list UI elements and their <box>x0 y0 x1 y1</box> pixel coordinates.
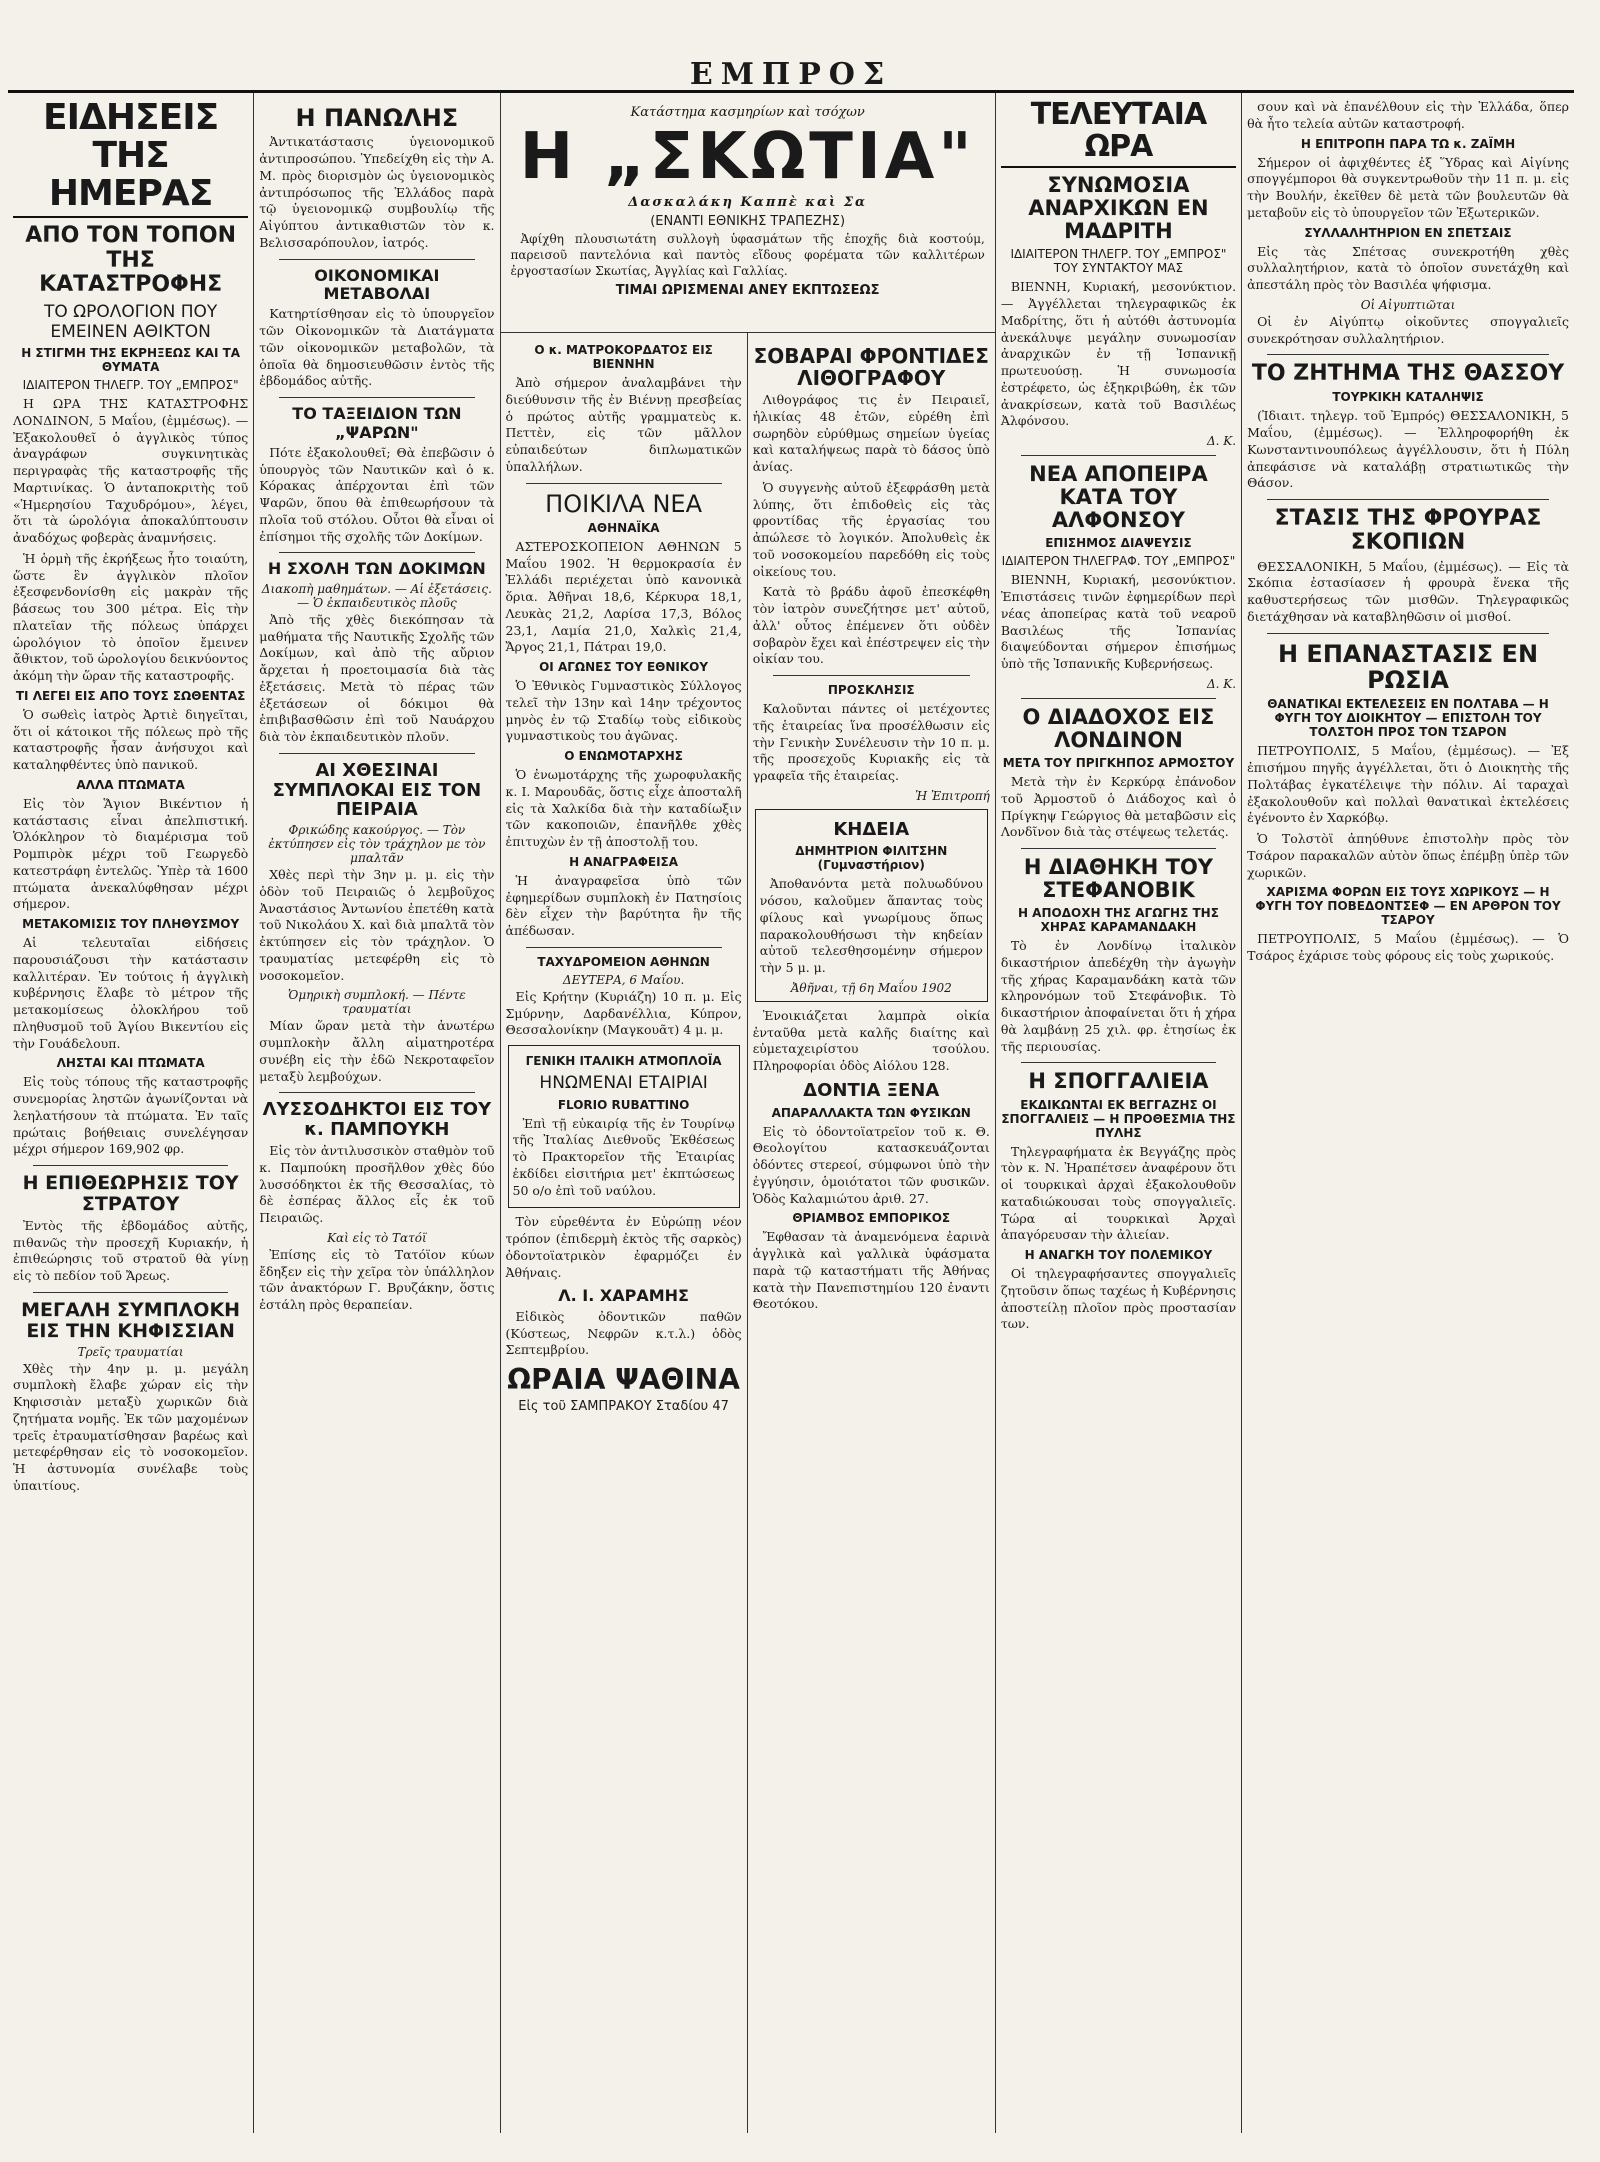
divider <box>279 552 474 553</box>
article-text: Εἰς τὸ ὀδοντοϊατρεῖον τοῦ κ. Θ. Θεολογίτου κατασκευάζονται ὀδόντες στερεοί, σύμφωνοι ὑπὸ τὴν ἐγγύησιν, ὁμοιότατοι τῶν φυσικῶν. Ὁδὸς Καλαμιώτου ἀριθ. 27. <box>752 1123 990 1206</box>
headline: ΚΗΔΕΙΑ <box>833 818 910 840</box>
article-text: (Ἰδιαιτ. τηλεγρ. τοῦ Ἐμπρός) ΘΕΣΣΑΛΟΝΙΚΗ, 5 Μαΐου, (ἐμμέσως). — Ἐλληροφορήθη ἐκ Κωνσταντινουπόλεως ἀγγέλλουσιν, ὅτι ἡ Πύλη ἀπεφάσισε νὰ καταλάβῃ στρατιωτικῶς τὴν Θάσον. <box>1247 408 1569 491</box>
column-news <box>8 93 254 2133</box>
subheadline: ΜΕΤΑΚΟΜΙΣΙΣ ΤΟΥ ΠΛΗΘΥΣΜΟΥ <box>22 917 240 932</box>
article-text: Εἰδικὸς ὀδοντικῶν παθῶν (Κύστεως, Νεφρῶν κ.τ.λ.) ὁδὸς Σεπτεμβρίου. <box>505 1308 742 1358</box>
article-text: Ἡ ὁρμὴ τῆς ἐκρήξεως ἦτο τοιαύτη, ὥστε ἓν ἀγγλικὸν πλοῖον ἐξεσφενδονίσθη εἰς μακρὰν τῆς βάσεως του 300 μέτρα. Εἰς τὴν πλατεῖαν τῆς πόλεως ὑπάρχει ὡρολόγιον τὸ ὁποῖον ἔμεινεν ἄθικτον, τοῦ ὡρολογίου δεικνύοντος ἀκόμη τὴν ὥραν τῆς καταστροφῆς. <box>13 550 249 684</box>
subheadline: ΘΑΝΑΤΙΚΑΙ ΕΚΤΕΛΕΣΕΙΣ ΕΝ ΠΟΛΤΑΒΑ — Η ΦΥΓΗ ΤΟΥ ΔΙΟΙΚΗΤΟΥ — ΕΠΙΣΤΟΛΗ ΤΟΥ ΤΟΛΣΤΟΗ ΠΡΟΣ ΤΟΝ ΤΣΑΡΟΝ <box>1267 697 1549 740</box>
headline: Η ΕΠΑΝΑΣΤΑΣΙΣ ΕΝ ΡΩΣΙΑ <box>1277 639 1539 694</box>
article-text: ΠΕΤΡΟΥΠΟΛΙΣ, 5 Μαΐου (ἐμμέσως). — Ὁ Τσάρος ἐχάρισε τοὺς φόρους εἰς τοὺς χωρικούς. <box>1247 931 1569 964</box>
ad-title: Η „ΣΚΩΤΙΑ" <box>519 120 976 194</box>
article-text: Η ΩΡΑ ΤΗΣ ΚΑΤΑΣΤΡΟΦΗΣ ΛΟΝΔΙΝΟΝ, 5 Μαΐου, (ἐμμέσως). — Ἐξακολουθεῖ ὁ ἀγγλικὸς τύπος ἀναγράφων συγκινητικὰς περιγραφὰς τῆς καταστροφῆς τῆς Μαρτινίκας. Ὁ ἀνταποκριτὴς τοῦ «Ἡμερησίου Ταχυδρόμου», λέγει, ὅτι τὰ ὡρολόγια ἀποκαλύπτουσιν ἀναδόχως φοβερὰς ἀναμνήσεις. <box>13 396 249 546</box>
subheadline: Τρεῖς τραυματίαι <box>77 1344 184 1359</box>
ad-body: Ἀφίχθη πλουσιωτάτη συλλογὴ ὑφασμάτων τῆς ἐποχῆς διὰ κοστούμ, παρεισοῦ παντελόνια καὶ παντὸς εἴδους φορέματα τῶν καλλιτέρων ἐργοστασίων Σκωτίας, Ἀγγλίας καὶ Γαλλίας. <box>510 232 985 279</box>
headline: Η ΠΑΝΩΛΗΣ <box>295 104 459 132</box>
article-text: Ἐνοικιάζεται λαμπρὰ οἰκία ἐνταῦθα μετὰ καλῆς διαίτης καὶ εὐμεταχειρίστου τσούλου. Πληροφορίαι ὁδὸς Αἰόλου 128. <box>752 1007 990 1074</box>
article-text: Μίαν ὥραν μετὰ τὴν ἀνωτέρω συμπλοκὴν ἄλλη αἱματηροτέρα συνέβη εἰς τὴν ἐδῶ Νεκροταφεῖον μεταξὺ λεμβούχων. <box>259 1018 495 1084</box>
divider <box>526 947 722 948</box>
article-text: Χθὲς περὶ τὴν 3ην μ. μ. εἰς τὴν ὁδὸν τοῦ Πειραιῶς ὁ λεμβοῦχος Ἀναστάσιος Ἀντωνίου ἐπετέθη κατὰ τοῦ Νικολάου Χ. καὶ διὰ μπαλτᾶ τὸν ἐκτύπησεν εἰς τὸν τράχηλον. Ὁ τραυματίας μετεφέρθη εἰς τὸ νοσοκομεῖον. <box>259 867 495 983</box>
advertisement-shipping <box>508 1045 740 1208</box>
headline: Η ΕΠΙΤΡΟΠΗ ΠΑΡΑ ΤΩ κ. ΖΑΪΜΗ <box>1300 136 1516 151</box>
divider <box>279 259 474 260</box>
headline: Η ΣΠΟΓΓΑΛΙΕΙΑ <box>1028 1069 1209 1094</box>
article-text: Αἱ τελευταῖαι εἰδήσεις παρουσιάζουσι τὴν κατάστασιν καλλιτέραν. Ἐν τούτοις ἡ ἀγγλικὴ κυβέρνησις ἔλαβε τὸ μέτρον τῆς μετακομίσεως ὁλοκλήρου τοῦ πληθυσμοῦ τοῦ Ἁγίου Βικεντίου εἰς τὴν Γουάδελουπ. <box>13 935 249 1051</box>
article-text: Εἰς Κρήτην (Κυριάζη) 10 π. μ. Εἰς Σμύρνην, Δαρδανέλλια, Κύπρον, Θεσσαλονίκην (Μαγκουᾶτ) 4 μ. μ. <box>505 988 742 1038</box>
article-text: Ἀποθανόντα μετὰ πολυωδύνου νόσου, καλοῦμεν ἅπαντας τοὺς φίλους καὶ γνωρίμους ὅπως παρακολουθήσωσι τὴν κηδείαν αὐτοῦ τελεσθησομένην σήμερον τὴν 5 μ. μ. <box>759 876 983 976</box>
subheadline: ΔΗΜΗΤΡΙΟΝ ΦΙΛΙΤΣΗΝ (Γυμναστήριον) <box>795 844 948 873</box>
headline: Η ΔΙΑΘΗΚΗ ΤΟΥ ΣΤΕΦΑΝΟΒΙΚ <box>1023 855 1214 903</box>
subheadline: ΛΗΣΤΑΙ ΚΑΙ ΠΤΩΜΑΤΑ <box>56 1056 205 1071</box>
headline: ΔΟΝΤΙΑ ΞΕΝΑ <box>803 1079 940 1101</box>
subheadline: ΕΚΔΙΚΩΝΤΑΙ ΕΚ ΒΕΓΓΑΖΗΣ ΟΙ ΣΠΟΓΓΑΛΙΕΙΣ — Η ΠΡΟΘΕΣΜΙΑ ΤΗΣ ΠΥΛΗΣ <box>1001 1097 1236 1140</box>
article-text: Λιθογράφος τις ἐν Πειραιεῖ, ἡλικίας 48 ἐτῶν, εὑρέθη ἐπὶ σωρηδὸν εὐρύθμως σημείων ὑγείας καὶ καταλήψεως παρὰ τὸ δάσος ὑπὸ ἀνίας. <box>752 392 990 474</box>
ad-name: Λ. Ι. ΧΑΡΑΜΗΣ <box>558 1286 689 1306</box>
headline: Η ΕΠΙΘΕΩΡΗΣΙΣ ΤΟΥ ΣΤΡΑΤΟΥ <box>22 1172 239 1215</box>
ad-kicker: Κατάστημα κασμηρίων καὶ τσόχων <box>630 105 865 120</box>
headline: Ο ΔΙΑΔΟΧΟΣ ΕΙΣ ΛΟΝΔΙΝΟΝ <box>1022 704 1215 752</box>
columns <box>8 93 1574 2133</box>
headline: ΤΟ ΤΑΞΕΙΔΙΟΝ ΤΩΝ „ΨΑΡΩΝ" <box>292 404 462 442</box>
banner-headline: ΕΙΔΗΣΕΙΣ ΤΗΣ ΗΜΕΡΑΣ <box>13 99 248 218</box>
article-text: Τηλεγραφήματα ἐκ Βεγγάζης πρὸς τὸν κ. Ν. Ἠραπέτσεν ἀναφέρουν ὅτι οἱ τουρκικαὶ ἀρχαὶ ἐξακολουθοῦν καταδιώκουσαι τοὺς σπογγαλιεῖς. Τώρα αἱ τουρκικαὶ Ἀρχαὶ ἀπαγόρευσαν τὴν ἀλιείαν. <box>1000 1143 1237 1243</box>
article-text: Τὸ ἐν Λονδίνῳ ἰταλικὸν δικαστήριον ἀπεδέχθη τὴν ἀγωγὴν τῆς χήρας Καραμανδάκη κατὰ τῶν κληρονόμων τοῦ Στεφάνοβικ. Τὸ δικαστήριον ἀποφαίνεται ὅτι ἡ χήρα θὰ λαμβάνῃ 25 χιλ. φρ. ἐτησίως ἐκ τῆς περιουσίας. <box>1000 938 1237 1054</box>
headline: ΑΠΟ ΤΟΝ ΤΟΠΟΝ ΤΗΣ ΚΑΤΑΣΤΡΟΦΗΣ <box>25 223 237 297</box>
advertisement-skotia <box>501 93 995 333</box>
funeral-notice <box>755 809 988 1002</box>
headline: Ο κ. ΜΑΤΡΟΚΟΡΔΑΤΟΣ ΕΙΣ ΒΙΕΝΝΗΝ <box>534 343 713 371</box>
headline: ΠΡΟΣΚΛΗΣΙΣ <box>827 683 915 697</box>
subheadline: ΑΘΗΝΑΪΚΑ <box>587 520 660 535</box>
article-text: ΠΕΤΡΟΥΠΟΛΙΣ, 5 Μαΐου, (ἐμμέσως). — Ἐξ ἐπισήμου πηγῆς ἀγγέλλεται, ὅτι ὁ Διοικητὴς τῆς Πολτάβας ἐγκατέλειψε τὴν πόλιν. Αἱ ταραχαὶ ἐξακολουθοῦν καὶ πολλαὶ θανατικαὶ ἐκτελέσεις ἐγένοντο ἐν Χαρκόβῳ. <box>1247 743 1569 826</box>
signature: Δ. Κ. <box>1206 676 1237 691</box>
article-text: Ἀντικατάστασις ὑγειονομικοῦ ἀντιπροσώπου. Ὑπεδείχθη εἰς τὴν Α. Μ. πρὸς διορισμὸν ὡς ὑγειονομικὸς ἀντιπρόσωπος τῆς Ἑλλάδος παρὰ τῷ ὑγειονομικῷ συμβουλίῳ τῆς Αἰγύπτου ἀντικαθιστῶν τὸν κ. Βελισσαρόπουλον, ἰατρός. <box>259 134 495 250</box>
headline: ΟΙ ΑΓΩΝΕΣ ΤΟΥ ΕΘΝΙΚΟΥ <box>539 660 709 675</box>
article-text: Ἀπὸ σήμερον ἀναλαμβάνει τὴν διεύθυνσιν τῆς ἐν Βιέννῃ πρεσβείας ὁ πρώτος αὐτῆς γραμματεὺς κ. Πεττὲν, εἰς τῶν μᾶλλον εὐπαιδεύτων διπλωματικῶν ὑπαλλήλων. <box>505 375 742 474</box>
article-text: ΑΣΤΕΡΟΣΚΟΠΕΙΟΝ ΑΘΗΝΩΝ 5 Μαΐου 1902. Ἡ θερμοκρασία ἐν Ἑλλάδι περιέχεται ὑπὸ κανονικὰ ὅρια. Ἀθῆναι 18,6, Κέρκυρα 18,1, Λευκὰς 21,2, Λαρίσα 17,3, Βόλος 23,1, Λαμία 21,0, Χαλκὶς 21,4, Ἄργος 21,1, Πάτραι 19,0. <box>505 538 742 655</box>
column-center <box>501 93 996 2133</box>
column-last-hour <box>996 93 1242 2133</box>
headline: ΣΥΝΩΜΟΣΙΑ ΑΝΑΡΧΙΚΩΝ ΕΝ ΜΑΔΡΙΤΗ <box>1028 173 1209 244</box>
article-text: Οἱ ἐν Αἰγύπτῳ οἰκοῦντες σπογγαλιεῖς συνεκρότησαν συλλαλητήριον. <box>1247 313 1569 346</box>
headline: ΧΑΡΙΣΜΑ ΦΟΡΩΝ ΕΙΣ ΤΟΥΣ ΧΩΡΙΚΟΥΣ — Η ΦΥΓΗ ΤΟΥ ΠΟΒΕΔΟΝΤΣΕΦ — ΕΝ ΑΡΘΡΟΝ ΤΟΥ ΤΣΑΡΟΥ <box>1255 885 1561 928</box>
source-line: ΙΔΙΑΙΤΕΡΟΝ ΤΗΛΕΓΡΑΦ. ΤΟΥ „ΕΜΠΡΟΣ" <box>1001 554 1236 569</box>
headline: ΛΥΣΣΟΔΗΚΤΟΙ ΕΙΣ ΤΟΥ κ. ΠΑΜΠΟΥΚΗ <box>262 1099 492 1141</box>
divider <box>1267 499 1549 500</box>
article-text: ΒΙΕΝΝΗ, Κυριακή, μεσονύκτιον. — Ἀγγέλλεται τηλεγραφικῶς ἐκ Μαδρίτης, ὅτι ἡ αὐτόθι ἀστυνομία ἀνεκάλυψε μεγάλην συνωμοσίαν ἀναρχικῶν ἐν τῇ Ἰσπανικῇ πρωτευούσῃ. Ἡ συνωμοσία ἐστρέφετο, ὡς ἐξηκριβώθη, ἐκ τῶν ἀνακρίσεων, κατὰ τοῦ Βασιλέως Ἀλφόνσου. <box>1000 279 1237 429</box>
divider <box>1021 1062 1216 1063</box>
article-text: Σήμερον οἱ ἀφιχθέντες ἐξ Ὕδρας καὶ Αἰγίνης σπογγέμποροι θὰ συγκεντρωθοῦν τὴν 11 π. μ. εἰς τὴν Βουλήν, ἐκεῖθεν δὲ μετὰ τῶν βουλευτῶν θὰ μεταβοῦν εἰς τὸ ὑπουργεῖον τῶν Ἐξωτερικῶν. <box>1247 154 1569 220</box>
ad-company: FLORIO RUBATTINO <box>557 1097 690 1112</box>
subheadline: ΑΠΑΡΑΛΛΑΚΤΑ ΤΩΝ ΦΥΣΙΚΩΝ <box>771 1105 971 1120</box>
headline: ΜΕΓΑΛΗ ΣΥΜΠΛΟΚΗ ΕΙΣ ΤΗΝ ΚΗΦΙΣΣΙΑΝ <box>21 1298 241 1342</box>
subheadline: Καὶ εἰς τὸ Τατόϊ <box>327 1230 427 1245</box>
source-line: ΙΔΙΑΙΤΕΡΟΝ ΤΗΛΕΓΡ. ΤΟΥ „ΕΜΠΡΟΣ" ΤΟΥ ΣΥΝΤΑΚΤΟΥ ΜΑΣ <box>1010 247 1227 276</box>
article-text: σουν καὶ νὰ ἐπανέλθουν εἰς τὴν Ἑλλάδα, ὅπερ θὰ ἦτο τελεία αὐτῶν καταστροφή. <box>1247 99 1569 131</box>
subheadline: ΑΛΛΑ ΠΤΩΜΑΤΑ <box>76 777 185 792</box>
article-text: Καλοῦνται πάντες οἱ μετέχοντες τῆς ἑταιρείας ἵνα προσέλθωσιν εἰς τὴν Γενικὴν Συνέλευσιν τὴν 10 π. μ. τῆς προσεχοῦς Κυριακῆς εἰς τὰ γραφεῖα τῆς ἑταιρείας. <box>752 701 990 783</box>
divider <box>526 483 722 484</box>
subheadline: ΔΕΥΤΕΡΑ, 6 Μαΐου. <box>562 972 685 987</box>
subheadline: Οἱ Αἰγυπτιῶται <box>1360 297 1456 312</box>
article-text: Ὁ σωθεὶς ἰατρὸς Ἀρτιὲ διηγεῖται, ὅτι οἱ κάτοικοι τῆς πόλεως πρὸ τῆς καταστροφῆς ἦσαν ἀνήσυχοι καὶ καταληφθέντες ὑπὸ πανικοῦ. <box>13 706 249 773</box>
article-text: Ἀπὸ τῆς χθὲς διεκόπησαν τὰ μαθήματα τῆς Ναυτικῆς Σχολῆς τῶν Δοκίμων, καὶ ἀπὸ τῆς αὔριον ἄρχεται ἡ προετοιμασία διὰ τὰς ἐξετάσεις. Μετὰ τὸ πέρας τῶν ἐξετάσεων οἱ δόκιμοι θὰ ἐπιβιβασθῶσιν ἐπὶ τοῦ Ναυάρχου διὰ τὸν ἐκπαιδευτικὸν πλοῦν. <box>259 611 495 745</box>
masthead: ΕΜΠΡΟΣ <box>8 20 1574 93</box>
article-text: Ὁ Τολστὸϊ ἀπηύθυνε ἐπιστολὴν πρὸς τὸν Τσάρον παρακαλῶν αὐτὸν ὅπως ἐπέμβῃ ὑπὲρ τῶν χωρικῶν. <box>1247 831 1569 880</box>
headline: ΘΡΙΑΜΒΟΣ ΕΜΠΟΡΙΚΟΣ <box>792 1211 951 1226</box>
article-text: Εἰς τὰς Σπέτσας συνεκροτήθη χθὲς συλλαλητήριον, κατὰ τὸ ὁποῖον συνετάχθη καὶ ἀπεστάλη πρὸς τὸν Βασιλέα ψήφισμα. <box>1247 243 1569 292</box>
column-foreign <box>1242 93 1574 2133</box>
article-text: Ἐπίσης εἰς τὸ Τατόϊον κύων ἔδηξεν εἰς τὴν χεῖρα τὸν ὑπάλληλον τῶν ἀνακτόρων Γ. Βρυζάκην, ὅστις ἐστάλη πρὸς θεραπείαν. <box>259 1246 495 1313</box>
ad-headline: ΩΡΑΙΑ ΨΑΘΙΝΑ <box>507 1363 740 1397</box>
divider <box>33 1292 228 1293</box>
divider <box>1021 455 1216 456</box>
ad-address: (ΕΝΑΝΤΙ ΕΘΝΙΚΗΣ ΤΡΑΠΕΖΗΣ) <box>650 214 846 230</box>
article-text: Εἰς τοὺς τόπους τῆς καταστροφῆς συνεμορίας ληστῶν ἀγωνίζονται νὰ λεηλατήσουν τὰ πτώματα. Ἐν ταῖς πρώταις βοήθειαις συνελέγησαν μέχρι σήμερον 169,902 φρ. <box>13 1074 249 1157</box>
banner-headline: ΤΕΛΕΥΤΑΙΑ ΩΡΑ <box>1001 99 1236 168</box>
signature: Δ. Κ. <box>1206 434 1237 449</box>
center-subcolumns <box>501 333 995 2133</box>
divider <box>279 397 474 398</box>
article-text: Ἐντὸς τῆς ἑβδομάδος αὐτῆς, πιθανῶς τὴν προσεχῆ Κυριακήν, ἡ ἐπιθεώρησις τοῦ στρατοῦ θὰ γίνῃ εἰς τὸ πεδίον τοῦ Ἄρεως. <box>13 1217 249 1284</box>
subheadline: ΕΠΙΣΗΜΟΣ ΔΙΑΨΕΥΣΙΣ <box>1045 536 1192 551</box>
divider <box>1021 698 1216 699</box>
article-text: Εἰς τὸν Ἅγιον Βικέντιον ἡ κατάστασις εἶναι ἀπελπιστική. Ὁλόκληρον τὸ διαμέρισμα τοῦ Ρομπιρὸκ μέχρι τοῦ Γεωργεδὸ κατεστράφη ἐντελῶς. Ὑπὲρ τὰ 1600 πτώματα ἀνεκαλύφθησαν μέχρι σήμερον. <box>13 795 249 912</box>
ad-text: Ἐπὶ τῇ εὐκαιρίᾳ τῆς ἐν Τουρίνῳ τῆς Ἰταλίας Διεθνοῦς Ἐκθέσεως τὸ Πρακτορεῖον τῆς Ἑταιρίας ἐκδίδει εἰσιτήρια μετ' ἐκπτώσεως 50 ο/ο ἐπὶ τοῦ ναύλου. <box>512 1115 735 1198</box>
article-text: Κατηρτίσθησαν εἰς τὸ ὑπουργεῖον τῶν Οἰκονομικῶν τὰ Διατάγματα τῶν οἰκονομικῶν μεταβολῶν, τὰ ὁποῖα θὰ δημοσιευθῶσιν ἐντὸς τῆς ἑβδομάδος αὐτῆς. <box>259 306 495 389</box>
divider <box>1267 633 1549 634</box>
headline: ΤΟ ΖΗΤΗΜΑ ΤΗΣ ΘΑΣΣΟΥ <box>1251 361 1565 387</box>
ad-prices: ΤΙΜΑΙ ΩΡΙΣΜΕΝΑΙ ΑΝΕΥ ΕΚΠΤΩΣΕΩΣ <box>615 283 880 299</box>
subheadline: Η ΑΠΟΔΟΧΗ ΤΗΣ ΑΓΩΓΗΣ ΤΗΣ ΧΗΡΑΣ ΚΑΡΑΜΑΝΔΑΚΗ <box>1017 906 1219 935</box>
headline: Η ΑΝΑΓΡΑΦΕΙΣΑ <box>569 854 679 869</box>
subheadline: ΤΟΥΡΚΙΚΗ ΚΑΤΑΛΗΨΙΣ <box>1332 390 1484 405</box>
headline: ΝΕΑ ΑΠΟΠΕΙΡΑ ΚΑΤΑ ΤΟΥ ΑΛΦΟΝΣΟΥ <box>1029 462 1208 533</box>
article-text: Οἱ τηλεγραφήσαντες σπογγαλιεῖς ζητοῦσιν ὅπως ταχέως ἡ Κυβέρνησις ἀποστείλῃ πλοῖον πρὸς προστασίαν των. <box>1000 1266 1237 1332</box>
divider <box>279 1092 474 1093</box>
headline: ΤΑΧΥΔΡΟΜΕΙΟΝ ΑΘΗΝΩΝ <box>537 954 710 969</box>
article-text: Ἡ ἀναγραφεῖσα ὑπὸ τῶν ἐφημερίδων συμπλοκὴ ἐν Πατησίοις δὲν εἶχεν τὴν βαρύτητα ἣν τῆς ἀπέδωσαν. <box>505 872 742 939</box>
divider <box>33 1165 228 1166</box>
divider <box>773 675 970 676</box>
subheadline: Φρικώδης κακούργος. — Τὸν ἐκτύπησεν εἰς τὸν τράχηλον με τὸν μπαλτᾶν <box>268 823 486 866</box>
subheadline: ΜΕΤΑ ΤΟΥ ΠΡΙΓΚΗΠΟΣ ΑΡΜΟΣΤΟΥ <box>1002 756 1235 770</box>
article-text: Ὁ συγγενὴς αὐτοῦ ἐξεφράσθη μετὰ λύπης, ὅτι ἐπιδοθεὶς εἰς τὰς φροντίδας τῆς ἐργασίας του ἀπώλεσε τὸ λογικόν. Ἀπολυθεὶς ἐκ τοῦ νοσοκομείου παρεδόθη εἰς τοὺς οἰκείους του. <box>752 479 990 579</box>
column-notices <box>748 333 995 2133</box>
source-line: ΙΔΙΑΙΤΕΡΟΝ ΤΗΛΕΓΡ. ΤΟΥ „ΕΜΠΡΟΣ" <box>22 378 239 393</box>
divider <box>1021 848 1216 849</box>
subheadline: ΣΥΛΛΑΛΗΤΗΡΙΟΝ ΕΝ ΣΠΕΤΣΑΙΣ <box>1304 225 1512 240</box>
column-varia <box>501 333 748 2133</box>
headline: ΣΤΑΣΙΣ ΤΗΣ ΦΡΟΥΡΑΣ ΣΚΟΠΙΩΝ <box>1274 506 1542 556</box>
signature: Ἀθῆναι, τῇ 6η Μαΐου 1902 <box>790 980 952 995</box>
headline: ΣΟΒΑΡΑΙ ΦΡΟΝΤΙΔΕΣ ΛΙΘΟΓΡΑΦΟΥ <box>753 344 989 390</box>
headline: Η ΣΧΟΛΗ ΤΩΝ ΔΟΚΙΜΩΝ <box>267 559 486 579</box>
headline: ΠΟΙΚΙΛΑ ΝΕΑ <box>545 489 703 518</box>
headline: ΤΟ ΩΡΟΛΟΓΙΟΝ ΠΟΥ ΕΜΕΙΝΕΝ ΑΘΙΚΤΟΝ <box>43 301 218 342</box>
article-text: Εἰς τὸν ἀντιλυσσικὸν σταθμὸν τοῦ κ. Παμπούκη προσῆλθον χθὲς δύο λυσσόδηκτοι ἐκ τῆς Θεσσαλίας, τὸ δὲ ἐσπέρας ἄλλος εἷς ἐκ τοῦ Πειραιῶς. <box>259 1143 495 1226</box>
article-text: Πότε ἐξακολουθεῖ; Θὰ ἐπεβῶσιν ὁ ὑπουργὸς τῶν Ναυτικῶν καὶ ὁ κ. Κόρακας ἀπέρχονται ἐπὶ τῶν Ψαρῶν, ὅπου θὰ ἐπιθεωρήσουν τὰ πλοῖα τοῦ στόλου. Οὗτοι θὰ εἶναι οἱ ἐπίσημοι τῆς σχολῆς τῶν Δοκίμων. <box>259 444 495 544</box>
ad-headline: ΗΝΩΜΕΝΑΙ ΕΤΑΙΡΙΑΙ <box>539 1073 708 1094</box>
article-text: Χθὲς τὴν 4ην μ. μ. μεγάλη συμπλοκὴ ἔλαβε χώραν εἰς τὴν Κηφισσιὰν μεταξὺ χωρικῶν διὰ ζητήματα νομῆς. Ἐκ τῶν μαχομένων τρεῖς ἐτραυματίσθησαν βαρέως καὶ μετεφέρθησαν εἰς τὸ νοσοκομεῖον. Ἡ ἀστυνομία συνέλαβε τοὺς ὑπαιτίους. <box>13 1360 249 1493</box>
divider <box>279 753 474 754</box>
ad-headline: ΓΕΝΙΚΗ ΙΤΑΛΙΚΗ ΑΤΜΟΠΛΟΪΑ <box>525 1054 722 1069</box>
subheadline: ΤΙ ΛΕΓΕΙ ΕΙΣ ΑΠΟ ΤΟΥΣ ΣΩΘΕΝΤΑΣ <box>15 688 246 703</box>
article-text: Ὁ Ἐθνικὸς Γυμναστικὸς Σύλλογος τελεῖ τὴν 13ην καὶ 14ην τρέχοντος μηνὸς ἐν τῷ Σταδίῳ τοὺς εἰδικοὺς γυμναστικοὺς του ἀγῶνας. <box>505 678 742 744</box>
headline: ΟΙΚΟΝΟΜΙΚΑΙ ΜΕΤΑΒΟΛΑΙ <box>314 265 440 304</box>
subheadline: Η ΑΝΑΓΚΗ ΤΟΥ ΠΟΛΕΜΙΚΟΥ <box>1024 1248 1213 1263</box>
signature: Ἡ Ἐπιτροπή <box>915 788 990 803</box>
article-text: Ὁ ἐνωμοτάρχης τῆς χωροφυλακῆς κ. Ι. Μαρουδᾶς, ὅστις εἶχε ἀποσταλῆ εἰς τὰ Χαλκίδα διὰ τὴν καταδίωξιν τῶν κακοποιῶν, ἐπανῆλθε χθὲς ἐπιτυχὼν ἐν τῇ ἀποστολῇ του. <box>505 767 742 850</box>
headline: ΑΙ ΧΘΕΣΙΝΑΙ ΣΥΜΠΛΟΚΑΙ ΕΙΣ ΤΟΝ ΠΕΙΡΑΙΑ <box>272 759 482 821</box>
article-text: Τὸν εὑρεθέντα ἐν Εὐρώπῃ νέον τρόπον (ἐπιδερμὴ ἐκτὸς τῆς σαρκὸς) ὀδοντοϊατρικὸν ἐφαρμόζει ἐν Ἀθήναις. <box>505 1214 742 1280</box>
article-text: Ἔφθασαν τὰ ἀναμενόμενα ἐαρινὰ ἀγγλικὰ καὶ γαλλικὰ ὑφάσματα παρὰ τῷ καταστήματι τῆς Ἀθήνας κατὰ τὴν Πανεπιστημίου 120 ἐναντι Θεοτόκου. <box>752 1229 990 1312</box>
column-domestic <box>254 93 500 2133</box>
subheadline: Διακοπὴ μαθημάτων. — Αἱ ἐξετάσεις. — Ὁ ἐκπαιδευτικὸς πλοῦς <box>261 581 492 610</box>
article-text: Μετὰ τὴν ἐν Κερκύρᾳ ἐπάνοδον τοῦ Ἀρμοστοῦ ὁ Διάδοχος καὶ ὁ Πρίγκηψ Γεώργιος θὰ μεταβῶσιν εἰς Λονδῖνον διὰ τὰς στέψεως τελετάς. <box>1000 774 1237 840</box>
headline: Η ΣΤΙΓΜΗ ΤΗΣ ΕΚΡΗΞΕΩΣ ΚΑΙ ΤΑ ΘΥΜΑΤΑ <box>21 346 241 375</box>
headline: Ο ΕΝΩΜΟΤΑΡΧΗΣ <box>564 749 683 764</box>
subheadline: Ὁμηρικὴ συμπλοκή. — Πέντε τραυματίαι <box>288 988 466 1017</box>
article-text: ΒΙΕΝΝΗ, Κυριακή, μεσονύκτιον. Ἐπιστάσεις τινῶν ἐφημερίδων περὶ νέας ἀποπείρας κατὰ τοῦ νεαροῦ Βασιλέως τῆς Ἰσπανίας διαψεύδονται σήμερον ἐπισήμως ὑπὸ τῆς Ἰσπανικῆς Κυβερνήσεως. <box>1000 572 1237 672</box>
article-text: ΘΕΣΣΑΛΟΝΙΚΗ, 5 Μαΐου, (ἐμμέσως). — Εἰς τὰ Σκόπια ἐστασίασεν ἡ φρουρὰ ἕνεκα τῆς καθυστερήσεως τῶν μισθῶν. Τηλεγραφικῶς διετάχθησαν νὰ καταβληθῶσιν οἱ μισθοί. <box>1247 558 1569 624</box>
ad-text: Εἰς τοῦ ΣΑΜΠΡΑΚΟΥ Σταδίου 47 <box>518 1398 729 1414</box>
divider <box>1267 354 1549 355</box>
ad-owners: Δασκαλάκη Καππὲ καὶ Σα <box>628 195 868 211</box>
article-text: Κατὰ τὸ βράδυ ἀφοῦ ἐπεσκέφθη τὸν ἰατρὸν συνεζήτησε μετ' αὐτοῦ, ἀλλ' οὗτος ἐπέμενεν ὅτι οὐδὲν σοβαρὸν ἔχει καὶ ἐπέστρεψεν εἰς τὴν οἰκίαν του. <box>752 584 990 667</box>
